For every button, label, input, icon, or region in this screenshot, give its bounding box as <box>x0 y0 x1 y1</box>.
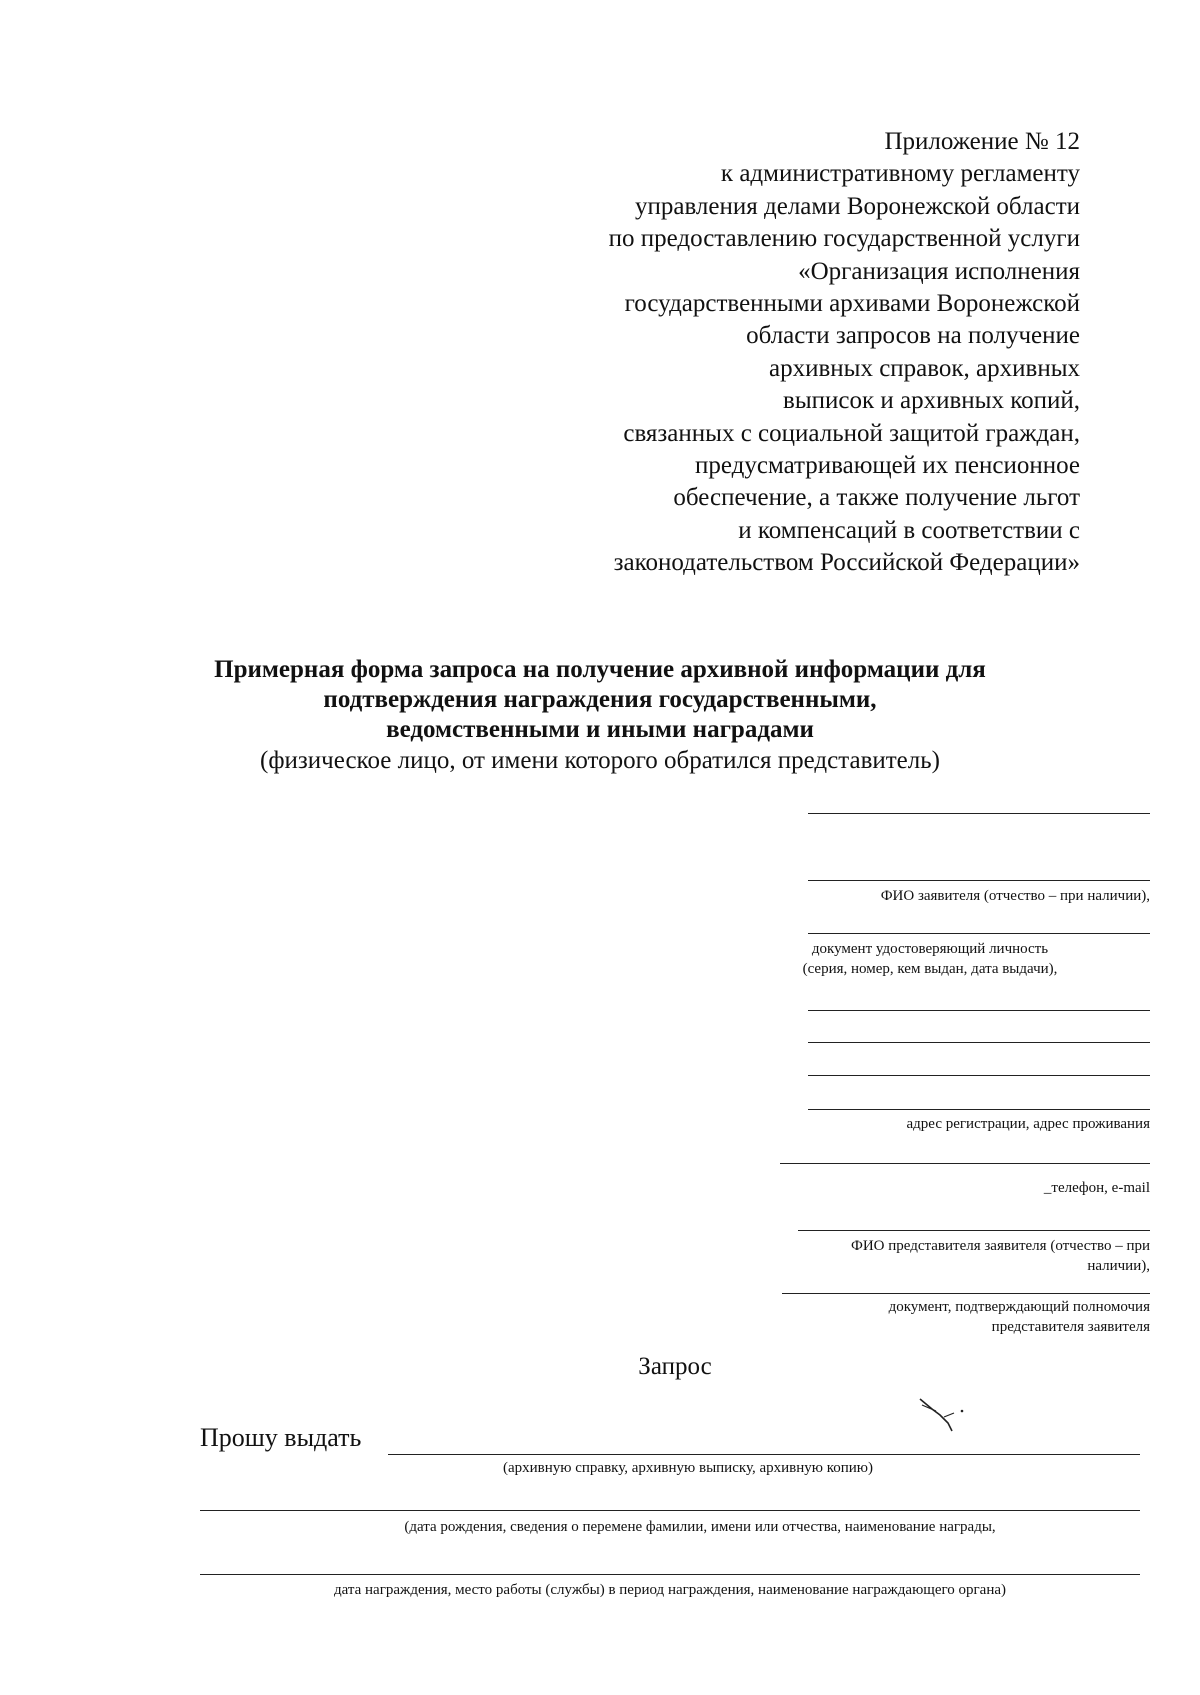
appendix-line: выписок и архивных копий, <box>783 387 1080 415</box>
appendix-line: области запросов на получение <box>746 322 1080 350</box>
address-line[interactable] <box>808 1109 1150 1110</box>
applicant-fio-caption: ФИО заявителя (отчество – при наличии), <box>880 888 1150 904</box>
representative-document-caption: документ, подтверждающий полномочия представителя заявителя <box>888 1299 1150 1335</box>
appendix-line: законодательством Российской Федерации» <box>613 549 1080 577</box>
ask-label: Прошу выдать <box>200 1423 362 1452</box>
appendix-line: по предоставлению государственной услуги <box>608 225 1080 253</box>
details-caption: дата награждения, место работы (службы) в период награждения, наименование награждающего органа) <box>333 1582 1007 1598</box>
request-heading: Запрос <box>638 1353 712 1380</box>
appendix-line: к административному регламенту <box>720 160 1080 188</box>
appendix-line: управления делами Воронежской области <box>634 192 1080 220</box>
ask-caption: (архивную справку, архивную выписку, архивную копию) <box>503 1460 873 1476</box>
representative-document-line[interactable] <box>782 1293 1150 1294</box>
ask-line[interactable] <box>388 1454 1140 1455</box>
appendix-line: «Организация исполнения <box>798 257 1080 285</box>
appendix-line: связанных с социальной защитой граждан, <box>623 419 1080 447</box>
form-title <box>130 655 1070 777</box>
form-title-line: ведомственными и иными наградами <box>386 716 814 743</box>
appendix-line: предусматривающей их пенсионное <box>694 452 1080 480</box>
phone-caption: _телефон, e-mail <box>1043 1180 1150 1196</box>
appendix-line: государственными архивами Воронежской <box>624 290 1080 318</box>
appendix-line: обеспечение, а также получение льгот <box>673 484 1080 512</box>
appendix-line: Приложение № 12 <box>884 128 1080 155</box>
applicant-document-line[interactable] <box>808 933 1150 934</box>
blank-line[interactable] <box>808 1075 1150 1076</box>
appendix-line: архивных справок, архивных <box>768 354 1080 382</box>
phone-line[interactable] <box>780 1163 1150 1164</box>
applicant-fio-line[interactable] <box>808 880 1150 881</box>
representative-fio-caption: ФИО представителя заявителя (отчество – при наличии), <box>850 1238 1150 1274</box>
form-title-line: Примерная форма запроса на получение архивной информации для <box>214 656 986 683</box>
details-caption: (дата рождения, сведения о перемене фамилии, имени или отчества, наименование награды, <box>404 1519 996 1535</box>
details-line[interactable] <box>200 1510 1140 1511</box>
blank-line[interactable] <box>808 1042 1150 1043</box>
appendix-header <box>460 126 1080 580</box>
form-subtitle: (физическое лицо, от имени которого обратился представитель) <box>260 747 940 774</box>
details-line[interactable] <box>200 1574 1140 1575</box>
applicant-document-caption: документ удостоверяющий личность (серия, номер, кем выдан, дата выдачи), <box>802 941 1058 977</box>
appendix-line: и компенсаций в соответствии с <box>738 516 1080 544</box>
blank-line[interactable] <box>808 813 1150 814</box>
form-title-line: подтверждения награждения государственными, <box>323 686 877 713</box>
hand-mark-icon <box>918 1395 968 1439</box>
blank-line[interactable] <box>808 1010 1150 1011</box>
representative-fio-line[interactable] <box>798 1230 1150 1231</box>
address-caption: адрес регистрации, адрес проживания <box>906 1116 1150 1132</box>
